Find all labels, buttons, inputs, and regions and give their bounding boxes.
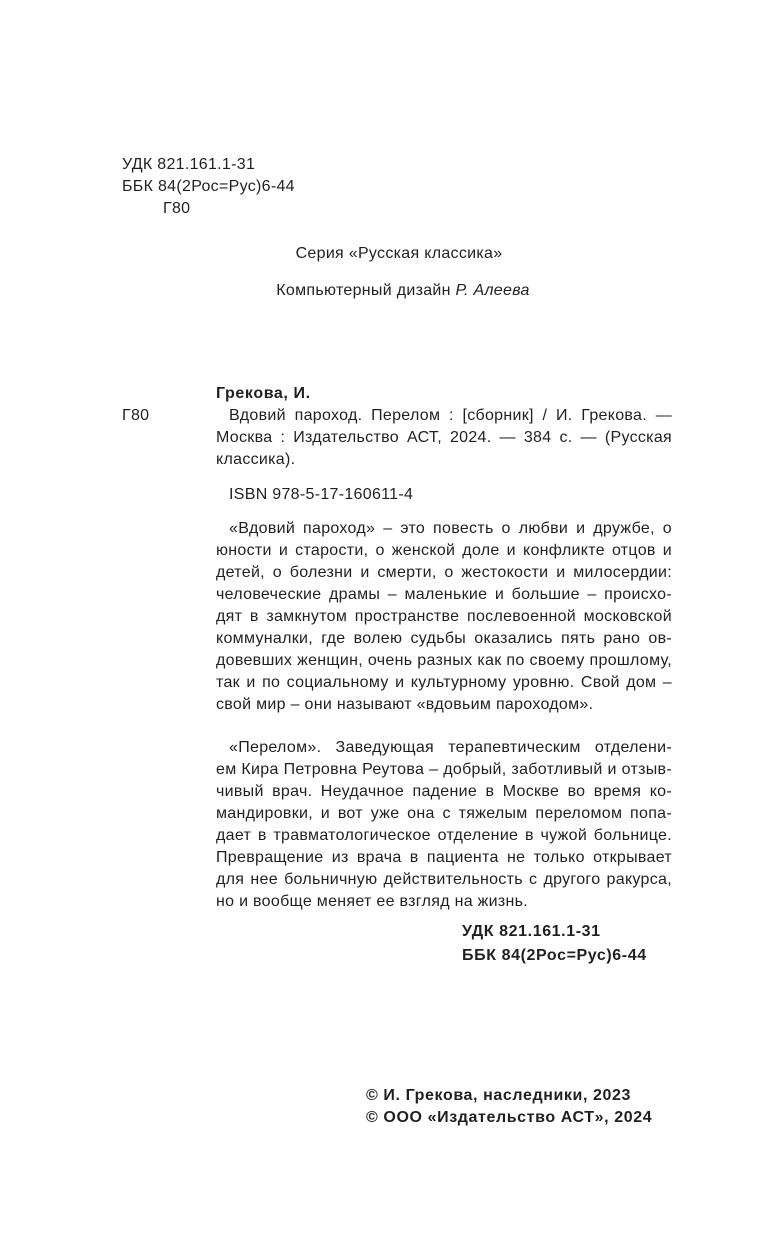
- annotation-line: детей, о болезни и смерти, о жестокости и милосердии:: [216, 564, 672, 581]
- annotation-line: дает в травматологическое отделение в чужой больнице.: [216, 827, 672, 844]
- annotation-line: так и по социальному и культурному уровню. Свой дом –: [216, 674, 672, 691]
- annotation-line: «Вдовий пароход» – это повесть о любви и дружбе, о: [229, 520, 672, 537]
- footer-bbk: ББК 84(2Рос=Рус)6-44: [462, 947, 647, 964]
- copyright-line: © И. Грекова, наследники, 2023: [366, 1087, 632, 1104]
- design-label: Компьютерный дизайн: [276, 282, 451, 299]
- catalog-line: классика).: [216, 451, 296, 468]
- annotation-line: дят в замкнутом пространстве послевоенной московской: [216, 608, 672, 625]
- annotation-line: довевших женщин, очень разных как по своему прошлому,: [216, 652, 672, 669]
- annotation-line: коммуналки, где волею судьбы оказались пять рано ов-: [216, 630, 672, 647]
- catalog-author: Грекова, И.: [216, 385, 311, 402]
- series-title: Серия «Русская классика»: [295, 245, 503, 262]
- catalog-line: Москва : Издательство АСТ, 2024. — 384 с. — (Русская: [216, 429, 672, 446]
- annotation-line: свой мир – они называют «вдовьим пароходом».: [216, 696, 594, 713]
- catalog-line: Вдовий пароход. Перелом : [сборник] / И. Грекова. —: [229, 407, 672, 424]
- annotation-line: человеческие драмы – маленькие и большие – происхо-: [216, 586, 672, 603]
- designer-name: Р. Алеева: [455, 282, 530, 299]
- annotation-line: но и вообще меняет ее взгляд на жизнь.: [216, 893, 529, 910]
- isbn: ISBN 978-5-17-160611-4: [229, 486, 414, 503]
- bbk-code: ББК 84(2Рос=Рус)6-44: [122, 178, 295, 195]
- annotation-line: чивый врач. Неудачное падение в Москве во время ко-: [216, 783, 672, 800]
- annotation-line: для нее больничную действительность с другого ракурса,: [216, 871, 672, 888]
- annotation-line: юности и старости, о женской доле и конфликте отцов и: [216, 542, 672, 559]
- footer-udk: УДК 821.161.1-31: [462, 923, 601, 940]
- design-credit: [0, 280, 768, 302]
- annotation-line: мандировки, и вот уже она с тяжелым переломом попа-: [216, 805, 672, 822]
- copyright-line: © ООО «Издательство АСТ», 2024: [366, 1109, 653, 1126]
- annotation-line: Превращение из врача в пациента не только открывает: [216, 849, 672, 866]
- annotation-line: ем Кира Петровна Реутова – добрый, заботливый и отзыв-: [216, 761, 672, 778]
- catalog-author-mark: Г80: [122, 407, 150, 424]
- author-mark: Г80: [163, 200, 191, 217]
- annotation-line: «Перелом». Заведующая терапевтическим отделени-: [229, 739, 672, 756]
- udk-code: УДК 821.161.1-31: [122, 156, 256, 173]
